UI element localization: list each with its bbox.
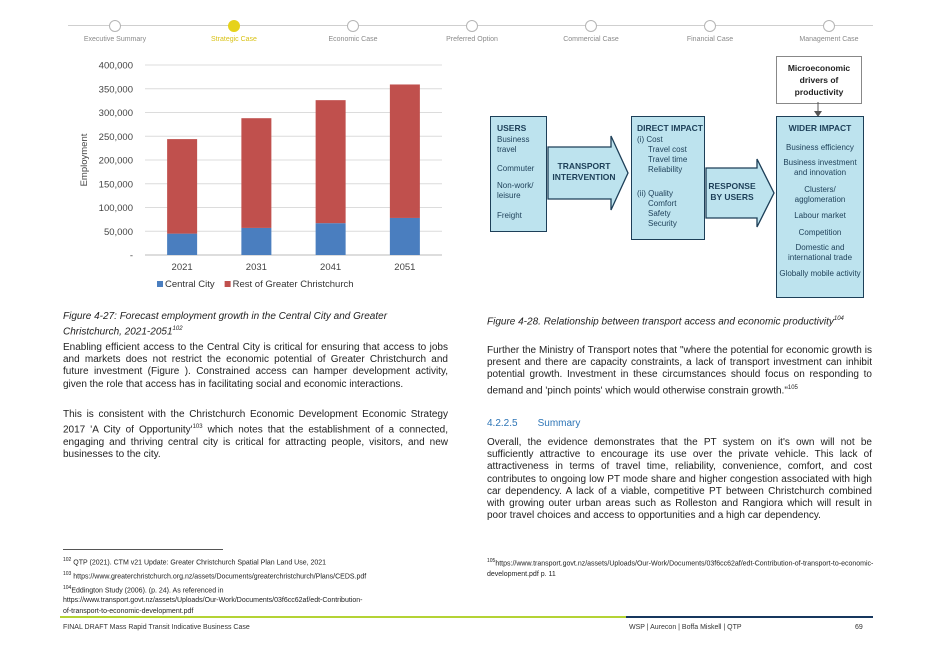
legend-label: Rest of Greater Christchurch	[232, 279, 354, 290]
section-heading	[487, 418, 580, 429]
chart-legend	[157, 279, 354, 290]
wider-item: Business efficiency	[786, 143, 854, 152]
bar-segment	[241, 118, 271, 228]
x-axis-ticks	[172, 262, 416, 273]
paragraph-access: Enabling efficient access to the Central City is critical for ensuring that access to jobs and markets does not restrict the economic potential of Greater Christchurch and future investment (Figure ). Constrained access can hamper development activity, given the role that access has in facilitating social and economic interactions.	[63, 342, 448, 390]
nav-step-financial-case[interactable]	[650, 18, 770, 43]
bar-segment	[167, 234, 197, 255]
fn-link[interactable]: of-transport-to-economic-development.pdf	[63, 607, 194, 615]
footnote-104	[63, 583, 453, 597]
wider-item: Globally mobile activity	[779, 269, 861, 278]
figure-4-27-caption	[63, 311, 448, 338]
footnote-ref: 104	[833, 316, 844, 322]
para-text: which notes that the establishment of a connected, engaging and thriving central city is critical for attracting people, visitors, and new businesses to the city.	[63, 424, 448, 460]
y-tick-label: 150,000	[98, 179, 133, 191]
nav-step-preferred-option[interactable]	[412, 18, 532, 43]
y-tick-label: 100,000	[98, 203, 133, 214]
footnotes-left	[63, 555, 453, 617]
paragraph-summary: Overall, the evidence demonstrates that the PT system on it's own will not be sufficiently attractive to encourage its use over the private vehicle. This lack of attractiveness in terms of travel time, reliability, convenience, comfort, and cost contributes to ongoing low PT mode share and higher congestion associated with high car dependency. A lack of a viable, competitive PT between Christchurch combined with growing outer urban areas such as Rolleston and Rangiora which will result in poor travel choices and access to opportunities and a high car dependency.	[487, 437, 872, 522]
direct-item: Travel time	[648, 155, 688, 164]
step-dot	[109, 20, 121, 32]
y-tick-label: 250,000	[98, 131, 133, 143]
direct-quality-heading: (ii) Quality	[637, 189, 674, 198]
wider-item: Domestic and international trade	[787, 243, 853, 262]
step-label: Financial Case	[686, 36, 734, 43]
step-dot	[823, 20, 835, 32]
users-title: USERS	[497, 123, 527, 133]
micro-label: Microeconomic drivers of productivity	[787, 63, 851, 97]
chart-bars	[167, 84, 420, 255]
fn-text: QTP (2021). CTM v21 Update: Greater Christchurch Spatial Plan Land Use, 2021	[71, 559, 327, 567]
step-dot-active	[228, 20, 240, 32]
para-text: Further the Ministry of Transport notes that "where the potential for economic growth is present and there are capacity constraints, a lack of transport investment can inhibit potential growth. Investment in these circumstances should focus on responding to demand and 'pinch points' which would otherwise constrain growth."	[487, 345, 872, 396]
response-label: RESPONSE BY USERS	[708, 181, 756, 202]
figure-4-28-caption	[487, 313, 872, 328]
paragraph-strategy	[63, 409, 448, 461]
y-tick-label: -	[129, 250, 133, 262]
fn-text: Eddington Study (2006). (p. 24). As referenced in	[71, 586, 224, 594]
fn-link[interactable]: https://www.transport.govt.nz/assets/Uploads/Our-Work/Documents/03f6cc62af/edt-Contribution-of-transport-to-economic-development.pdf p. 11	[487, 560, 874, 578]
footer-document-title: FINAL DRAFT Mass Rapid Transit Indicative Business Case	[63, 624, 250, 631]
footer-authors: WSP | Aurecon | Boffa Miskell | QTP	[629, 624, 742, 631]
step-label: Executive Summary	[83, 36, 147, 43]
legend-label: Central City	[165, 279, 215, 290]
step-dot	[466, 20, 478, 32]
x-tick-label: 2051	[394, 262, 416, 273]
direct-item: Travel cost	[648, 145, 687, 154]
y-tick-label: 50,000	[103, 226, 133, 238]
caption-text: Figure 4-27: Forecast employment growth in the Central City and Greater Christchurch, 2021-2051	[63, 311, 388, 338]
bar-segment	[316, 223, 346, 255]
footer-bar-green	[60, 616, 626, 618]
page-number: 69	[855, 624, 863, 631]
nav-step-management-case[interactable]	[769, 18, 889, 43]
direct-item: Comfort	[648, 199, 677, 208]
x-tick-label: 2021	[171, 262, 193, 273]
y-tick-label: 400,000	[98, 60, 133, 72]
footnote-103[interactable]	[63, 569, 453, 583]
step-dot	[347, 20, 359, 32]
footnote-ref: 103	[192, 424, 203, 431]
bar-segment	[316, 100, 346, 223]
users-item: Business travel	[497, 135, 530, 154]
fn-num: 102	[63, 557, 72, 563]
fn-link[interactable]: https://www.greaterchristchurch.org.nz/assets/Documents/greaterchristchurch/Plans/CEDS.pdf	[71, 573, 367, 581]
nav-step-economic-case[interactable]	[293, 18, 413, 43]
step-label: Management Case	[799, 36, 859, 43]
footnote-105[interactable]	[487, 556, 877, 580]
step-label: Economic Case	[328, 36, 378, 43]
footnote-divider	[63, 549, 223, 550]
legend-swatch	[225, 281, 231, 287]
direct-impact-box	[631, 116, 705, 240]
para-text: This is consistent with the Christchurch Economic Development Economic Strategy 2017 'A City of Opportunity'	[63, 409, 448, 436]
direct-item: Safety	[648, 209, 671, 218]
y-axis-title: Employment	[79, 133, 90, 187]
wider-impact-box	[776, 116, 864, 298]
legend-swatch	[157, 281, 163, 287]
direct-item: Reliability	[648, 165, 683, 174]
wider-title: WIDER IMPACT	[788, 123, 852, 133]
direct-item: Security	[648, 219, 677, 228]
section-title: Summary	[537, 418, 581, 429]
bar-segment	[241, 228, 271, 255]
footer-bar-navy	[626, 616, 873, 618]
fn-num: 103	[63, 570, 72, 577]
users-box	[490, 116, 547, 232]
wider-item: Clusters/ agglomeration	[794, 185, 846, 204]
footnote-102	[63, 555, 453, 569]
direct-title: DIRECT IMPACT	[637, 123, 703, 133]
nav-step-commercial-case[interactable]	[531, 18, 651, 43]
y-tick-label: 200,000	[98, 155, 133, 167]
fn-num: 105	[487, 558, 496, 564]
fn-link[interactable]: https://www.transport.govt.nz/assets/Uploads/Our-Work/Documents/03f6cc62af/edt-Contribution-	[63, 597, 363, 605]
step-label: Strategic Case	[211, 36, 257, 43]
step-label: Preferred Option	[446, 36, 498, 43]
bar-segment	[390, 84, 420, 217]
caption-text: Figure 4-28. Relationship between transport access and economic productivity	[487, 316, 834, 328]
users-item: Commuter	[497, 164, 535, 173]
step-dot	[704, 20, 716, 32]
bar-segment	[167, 139, 197, 234]
wider-item: Competition	[798, 228, 842, 237]
x-tick-label: 2031	[245, 262, 267, 273]
users-item: Non-work/ leisure	[497, 181, 534, 200]
microeconomic-box	[776, 56, 862, 104]
fn-num: 104	[63, 584, 72, 591]
employment-chart	[70, 55, 450, 300]
footnote-ref: 102	[172, 326, 183, 332]
step-dot	[585, 20, 597, 32]
section-number: 4.2.2.5	[487, 418, 518, 429]
x-tick-label: 2041	[320, 262, 342, 273]
y-tick-label: 350,000	[98, 84, 133, 96]
footnote-ref: 105	[787, 384, 798, 391]
nav-step-strategic-case[interactable]	[174, 18, 294, 43]
y-tick-label: 300,000	[98, 108, 133, 119]
wider-item: Business investment and innovation	[783, 158, 857, 177]
users-item: Freight	[497, 211, 522, 220]
wider-item: Labour market	[794, 211, 846, 220]
nav-step-executive-summary[interactable]	[55, 18, 175, 43]
intervention-label: TRANSPORT INTERVENTION	[552, 161, 616, 182]
step-label: Commercial Case	[563, 36, 619, 43]
paragraph-ministry	[487, 345, 872, 397]
direct-cost-heading: (i) Cost	[637, 135, 663, 144]
bar-segment	[390, 218, 420, 255]
y-axis-ticks	[99, 61, 133, 262]
